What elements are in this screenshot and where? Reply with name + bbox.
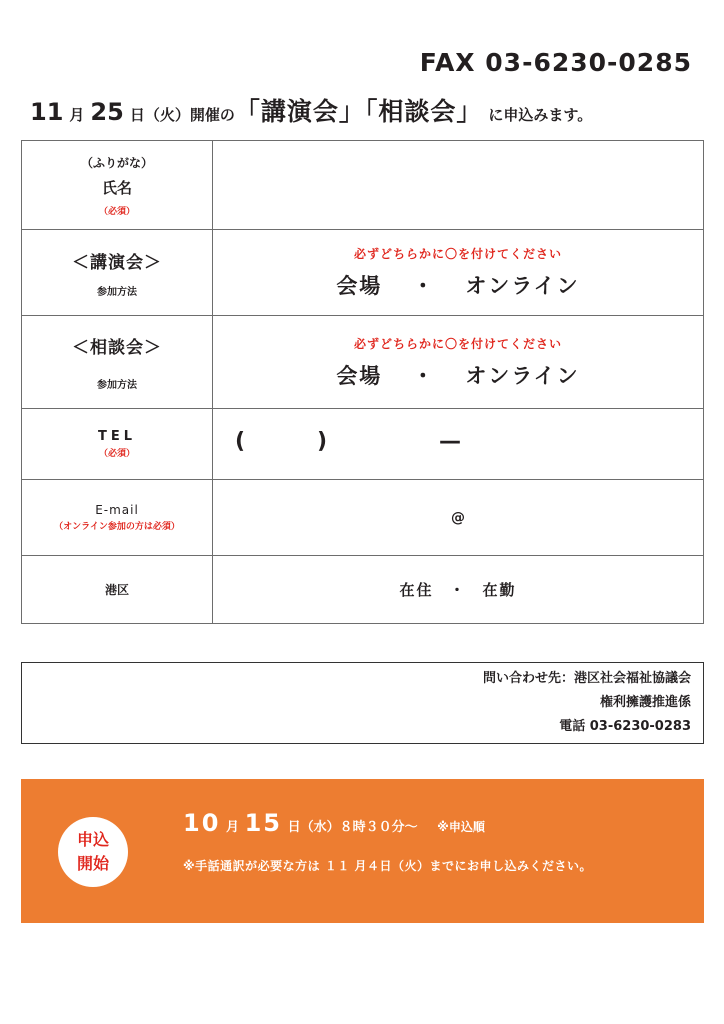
row-consult (22, 316, 704, 409)
start-badge (58, 817, 128, 887)
tel-dash: — (439, 429, 461, 454)
name-label-cell (22, 141, 213, 230)
headline-month: 11 (30, 98, 64, 126)
minato-option-live[interactable]: 在住 (399, 581, 434, 599)
tel-open-paren: ( (235, 429, 246, 454)
email-input-field[interactable] (213, 480, 704, 556)
lecture-option-venue[interactable]: 会場 (336, 274, 383, 298)
lecture-note: 必ずどちらかに〇を付けてください (353, 247, 562, 261)
start-date (183, 809, 485, 837)
application-start-banner (21, 779, 704, 923)
start-month-unit: 月 (225, 820, 239, 835)
name-furigana-label: （ふりがな） (80, 155, 153, 170)
lecture-choice-cell (213, 230, 704, 316)
name-required: （必須） (98, 206, 135, 217)
start-order-note: ※申込順 (437, 820, 485, 834)
contact-section: 権利擁護推進係 (599, 695, 691, 710)
start-badge-line2: 開始 (76, 854, 109, 873)
headline-held: 開催の (189, 106, 235, 124)
start-weekday-time: （水）８時３０分～ (300, 820, 418, 835)
consult-separator: ・ (412, 363, 436, 388)
lecture-sub-label: 参加方法 (97, 286, 137, 298)
tel-close-paren: ) (317, 429, 328, 454)
lecture-separator: ・ (412, 274, 436, 298)
name-label: 氏名 (101, 178, 132, 197)
lecture-choice (213, 270, 703, 300)
headline-weekday: （火） (144, 106, 190, 124)
minato-label-cell (22, 556, 213, 624)
row-minato (22, 556, 704, 624)
email-label-cell (22, 480, 213, 556)
headline-month-unit: 月 (69, 106, 85, 124)
consult-option-online[interactable]: オンライン (465, 363, 580, 388)
tel-input-field[interactable] (213, 409, 704, 480)
row-lecture (22, 230, 704, 316)
start-badge-line1: 申込 (76, 830, 109, 849)
headline-suffix: に申込みます。 (488, 106, 593, 124)
minato-label: 港区 (104, 583, 129, 597)
email-at-sign: @ (451, 509, 465, 526)
tel-required: （必須） (98, 449, 135, 459)
consult-label-cell (22, 316, 213, 409)
headline (30, 92, 710, 135)
fax-number: FAX 03-6230-0285 (419, 48, 692, 77)
consult-label: ＜相談会＞ (72, 338, 162, 358)
minato-choice-cell (213, 556, 704, 624)
row-tel (22, 409, 704, 480)
lecture-label-cell (22, 230, 213, 316)
headline-day-unit: 日 (129, 106, 145, 124)
lecture-label: ＜講演会＞ (72, 252, 162, 273)
tel-label-cell (22, 409, 213, 480)
minato-separator: ・ (449, 581, 467, 599)
contact-box (21, 662, 704, 744)
contact-phone: 電話 03-6230-0283 (559, 719, 691, 734)
tel-label: TEL (97, 429, 137, 444)
consult-choice (213, 360, 703, 390)
name-input-field[interactable] (213, 141, 704, 230)
consult-option-venue[interactable]: 会場 (336, 363, 383, 388)
start-day-unit: 日 (287, 820, 301, 835)
contact-org: 問い合わせ先：港区社会福祉協議会 (482, 671, 691, 686)
application-form (21, 140, 704, 624)
consult-note: 必ずどちらかに〇を付けてください (353, 336, 562, 351)
headline-event-consult: 「相談会」 (364, 97, 483, 126)
consult-sub-label: 参加方法 (97, 380, 137, 391)
lecture-option-online[interactable]: オンライン (465, 274, 580, 298)
email-required: （オンライン参加の方は必須） (54, 522, 180, 532)
start-month: 10 (183, 809, 221, 837)
sign-language-note: ※手話通訳が必要な方は １１ 月４日（火）までにお申し込みください。 (183, 859, 593, 873)
consult-choice-cell (213, 316, 704, 409)
headline-day: 25 (90, 98, 124, 126)
row-name (22, 141, 704, 230)
start-day: 15 (244, 809, 282, 837)
minato-choice (213, 579, 703, 600)
email-label: E-mail (95, 503, 139, 517)
headline-event-lecture: 「講演会」 (234, 97, 365, 126)
row-email (22, 480, 704, 556)
minato-option-work[interactable]: 在勤 (482, 581, 517, 599)
